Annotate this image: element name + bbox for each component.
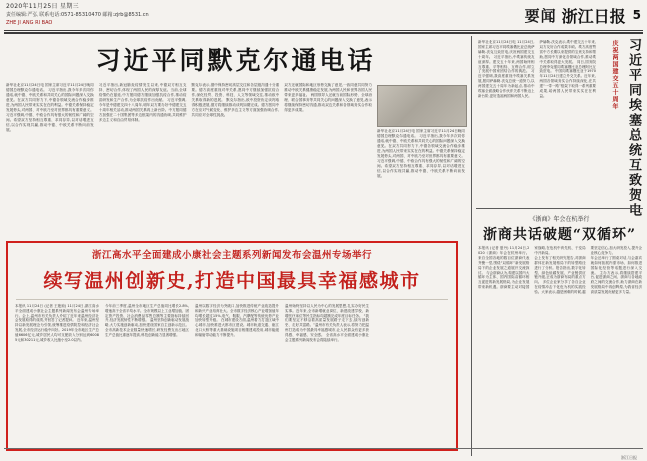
article1-columns [4, 83, 467, 179]
masthead-left-info [6, 3, 426, 27]
article-wenzhou-boxed [6, 241, 458, 451]
page-number: 5 [632, 8, 641, 22]
right-bottom-columns [478, 246, 642, 295]
article1-col-2 [99, 83, 187, 179]
article1-col-4 [284, 83, 372, 179]
right-top-vertical-sub: 庆祝两国建交五十周年 [611, 40, 618, 110]
left-zone [4, 36, 467, 456]
masthead-rule [4, 30, 643, 31]
page-footer-rule [4, 448, 643, 459]
column-divider [471, 36, 472, 456]
right-bottom-headline: 浙商共话破题“双循环” [482, 227, 637, 243]
right-bottom-text-1: 本报讯 (记者 夏丹) 11月24日,2020《浙商》年会在杭州举行。来自全国各地的数百位浙商代表齐聚一堂,围绕“双循环”新发展格局下的企业发展之道展开交流探讨。 与会浙商认为,构建以国内大循环为主体、国内国际双循环相互促进的新发展格局,为企业发展带来新机遇。浙商要主动对接国家战略,在危机中育先机、于变局中开新局。 [478, 246, 586, 290]
footer-text: 浙江日报 [621, 455, 637, 460]
pinyin-code: ZHE JI ANG RI BAO [6, 20, 53, 26]
article1-text-5: 新华社北京11月24日电 国家主席习近平11月24日晚同德国总理默克尔通电话。 习近平指出,我今年多次同你通话,就中德、中欧关系和共同关心的国际问题深入交换意见。在双方共同努力下,中德各领域交流合作稳步推进,为两国人民带来实实在在的利益。中德关系保持稳定发展势头,对两国、对中欧乃至对世界都具有重要意义。 习近平强调,中德、中欧合作具有强大的韧性和广阔的空间。希望双方坚持相互尊重、求同存异,以对话增进互信,以合作实现共赢,推动中德、中欧关系不断向前发展。 [377, 129, 465, 178]
article1-text-1: 新华社北京11月24日电 国家主席习近平11月24日晚同德国总理默克尔通电话。 习近平指出,我今年多次同你通话,就中德、中欧关系和共同关心的国际问题深入交换意见。在双方共同努力下,中德各领域交流合作稳步推进,为两国人民带来实实在在的利益。中德关系保持稳定发展势头,对两国、对中欧乃至对世界都具有重要意义。 习近平强调,中德、中欧合作具有强大的韧性和广阔的空间。希望双方坚持相互尊重、求同存异,以对话增进互信,以合作实现共赢,推动中德、中欧关系不断向前发展。 [6, 83, 94, 132]
article1-text-4: 双方还就国际和地区形势交换了意见,一致同意共同努力推动中欧关系健康稳定发展,为两国人民和世界各国人民带来更多福祉。 两国领导人还就当前国际形势、全球治理、联合国事务等共同关心的问题深入交换了意见,表示将继续保持密切沟通,推动双边关系和各领域务实合作取得更多成果。 [284, 83, 372, 112]
right-zone-divider [476, 208, 643, 209]
masthead [0, 0, 647, 40]
article2-shoulder: 浙江高水平全面建成小康社会主题系列新闻发布会温州专场举行 [91, 250, 372, 261]
right-top-body [478, 40, 596, 99]
right-bottom-text-3: 年会还举行了圆桌对话,与会嘉宾就如何拓展内需市场、如何推进国际化经营等话题进行深入交流。 主办方表示,将继续搭建平台,促进浙商之间、浙商与各地政府之间的交流合作,助力浙商在新发展格局中再创辉煌,为我省经济高质量发展贡献更多力量。 [590, 255, 642, 295]
right-zone [476, 36, 643, 456]
article1-text-3: 默克尔表示,德中保持密切高层交往和各层级沟通十分重要。德方高度重视对华关系,愿同中方继续加强抗疫合作,深化经贸、投资、科技、人文等领域交往,推动欧中关系取得新的进展。 默克尔指出,欧中投资协定谈判取得积极进展,德方将继续推动谈判如期完成。德方愿同中方在应对气候变化、维护多边主义等方面加强协调合作,共同应对全球性挑战。 [191, 83, 280, 117]
right-top-columns [478, 40, 596, 99]
article1-col-3 [192, 83, 280, 179]
article1-headline: 习近平同默克尔通电话 [95, 46, 376, 75]
paper-name: 浙江日报 [561, 6, 626, 26]
right-bottom-kicker: 《浙商》年会在杭举行 [529, 216, 590, 223]
masthead-rule-thick [4, 32, 643, 34]
article-xi-merkel [4, 41, 467, 179]
page-body [4, 36, 643, 456]
article2-headline: 续写温州创新史,打造中国最具幸福感城市 [43, 270, 421, 292]
masthead-right [525, 4, 641, 26]
article2-col-4: 温州始终坚持以人民为中心的发展思想,扎实办好民生实事。近年来,全市新增就业岗位、新建改建学校、新增医疗床位等民生指标均超额完成年度目标任务。 “我们要坚定不移沿着高质量发展路子走下去,续写创新史、走好共富路。”温州市有关负责人表示,将努力把温州打造成为中国最具幸福感城市,让人民群众有更多获得感、幸福感、安全感。 全省高水平全面建成小康社会主题系列新闻发布会将陆续举行。 [285, 304, 369, 342]
right-top-vertical-headline: 习近平同埃塞总统互致贺电 [626, 38, 641, 218]
right-top-text-1: 新华社北京11月24日电 11月24日,国家主席习近平同埃塞俄比亚总统萨赫勒-沃克互致贺电,庆祝两国建交五十周年。 习近平指出,中埃塞传统友谊深厚。建交五十年来,两国始终相互尊重、平等相待、互利合作,树立了发展中国家团结合作的典范。 习近平强调,我高度重视中埃塞关系发展,愿同萨赫勒-沃克总统一道努力,以两国建交五十周年为新起点,推动中埃塞全面战略合作伙伴关系不断迈上新台阶,更好造福两国和两国人民。 [478, 40, 535, 98]
article2-col-3: 温州以数字经济为突破口,加快推进传统产业改造提升和新兴产业培育壮大。全市数字经济核心产业增加值年均增长超过15%,电气、鞋服、汽摩配等传统优势产业加快转型升级。 在城市建设方面,温州着力打造区域中心城市,加快推进大都市区建设。城市轨道交通、瓯江北口大桥等重大基础设施项目相继建成投用,城市能级和辐射带动能力不断提升。 [195, 304, 279, 337]
article1-col-1 [6, 83, 94, 179]
article1-col-5 [377, 83, 465, 179]
editor-contact: 责任编辑:严弘 联系电话:0571-85310470 邮箱:zjrb@8531.cn [6, 12, 149, 18]
right-top-text-2: 萨赫勒-沃克表示,埃中建交五十年来,双方友好合作成果丰硕。埃方高度赞赏中方长期以来提供的宝贵支持和帮助,愿同中方深化各领域合作,推动埃中关系取得更大发展。 同日,国务院总理李克强同埃塞俄比亚总理阿比互致贺电。 中国同埃塞俄比亚于1970年11月24日建立外交关系。近年来,两国各领域务实合作持续深化,在共建“一带一路”框架下取得一系列重要成果,给两国人民带来实实在在利益。 [539, 40, 596, 98]
article2-col-2: 今年前三季度,温州全市地区生产总值同比增长2.8%,增速高于全省平均水平。全市规模以上工业增加值、固定资产投资、社会消费品零售总额等主要指标持续回升,经济发展韧性不断增强。 温州坚持创新驱动发展战略,大力实施创新驱动,加快建设国家自主创新示范区。全市高新技术企业数量快速增长,研发经费支出占地区生产总值比重逐年提高,科技创新能力显著增强。 [105, 304, 189, 337]
right-bottom-body [478, 246, 642, 295]
article2-rule [16, 299, 448, 300]
article1-text-2: 习近平指出,新冠肺炎疫情发生以来,中德双方相互支持、密切合作,体现了两国人民的深厚友谊。当前,全球疫情仍在蔓延,中方愿同德方继续加强抗疫合作,推动疫苗研发和生产合作,为全球抗疫作出贡献。 习近平强调,今年是中德建交四十八周年,明年双方要办好中德建交五十周年相关活动,推动两国关系再上新台阶。中方愿同德方加强在二十国集团等多边框架内的沟通协调,共同维护多边主义和自由贸易体制。 [98, 83, 187, 122]
article2-col-1: 本报讯 11月24日 (记者 王艳琼) 11月24日,浙江高水平全面建成小康社会主题系列新闻发布会温州专场举行。会上,温州市有关负责人介绍了近年来温州经济社会发展取得的成绩,并回答了记者提问。 近年来,温州坚持以新发展理念为引领,统筹推进疫情防控和经济社会发展,全市经济运行稳中向好。2019年全市地区生产总值6606亿元,城乡居民人均可支配收入分别达到60085元和30211元,城乡收入比缩小至2.0以内。 [15, 304, 99, 342]
article1-photo [377, 85, 467, 127]
article2-columns [8, 304, 456, 342]
right-bottom-text-2: 会上发布了相关研究报告,对浙商群体在新发展格局下的转型路径进行了分析。报告指出,数字化转型、绿色低碳发展、产业链供应链升级,正成为浙商布局的重点方向。 多位企业家分享了各自企业在疫情冲击下化危为机的实践经验。大家表示,越是困难的时候,越要坚定信心,加大研发投入,提升企业核心竞争力。 [534, 246, 642, 295]
publication-date: 2020年11月25日 星期三 [6, 3, 79, 10]
section-label: 要闻 [524, 6, 557, 25]
